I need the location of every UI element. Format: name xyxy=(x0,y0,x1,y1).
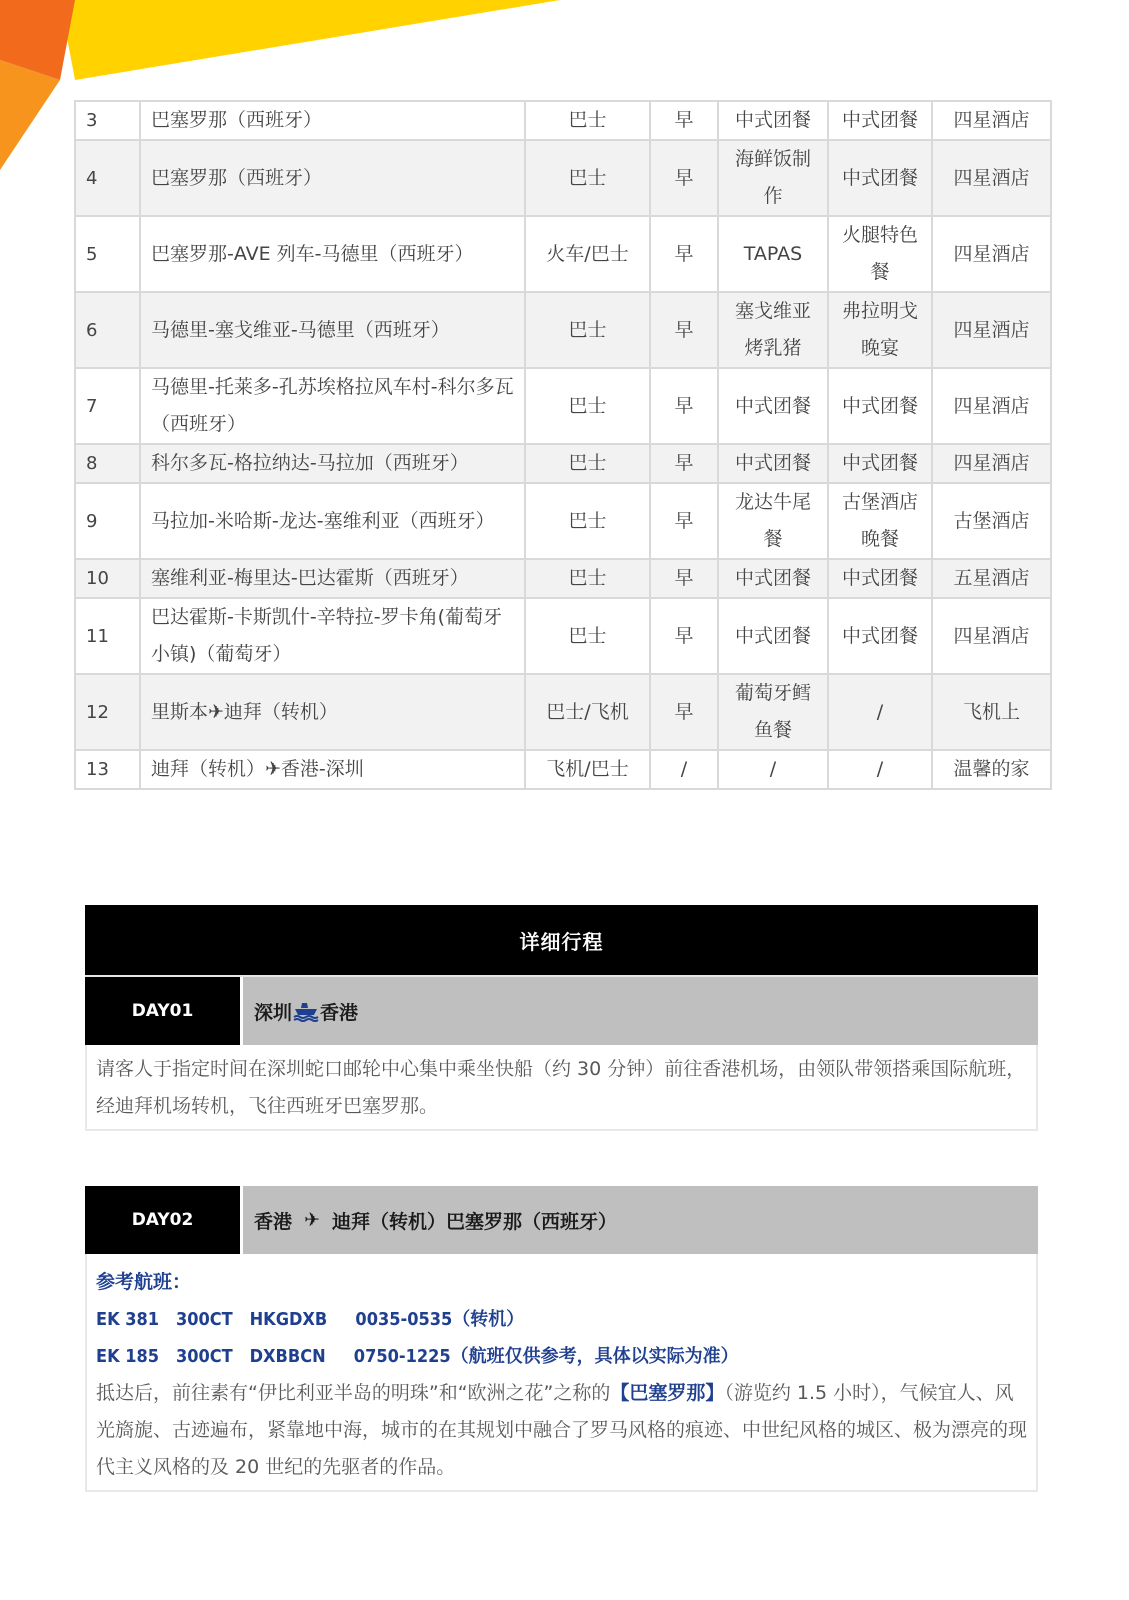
itinerary-summary-table xyxy=(74,100,1052,790)
cell-transport: 巴士 xyxy=(525,140,650,216)
body-text: （游览约 1.5 小时），气候宜人、风光旖旎、古迹遍布，紧靠地中海，城市的在其规划中融合了罗马风格的痕迹、中世纪风格的城区、极为漂亮的现代主义风格的及 20 世纪的先驱者的作品。 xyxy=(96,1382,1028,1478)
cell-day: 9 xyxy=(75,483,140,559)
table-row xyxy=(75,674,1051,750)
cell-route: 迪拜（转机）✈香港-深圳 xyxy=(140,750,525,789)
table-row xyxy=(75,483,1051,559)
cell-lunch: TAPAS xyxy=(718,216,828,292)
cell-transport: 火车/巴士 xyxy=(525,216,650,292)
cell-transport: 巴士 xyxy=(525,444,650,483)
cell-breakfast: 早 xyxy=(650,674,718,750)
cell-route: 巴塞罗那-AVE 列车-马德里（西班牙） xyxy=(140,216,525,292)
flight-line: EK 185 300CT DXBBCN 0750-1225（航班仅供参考，具体以实际为准） xyxy=(96,1346,739,1367)
cell-hotel: 四星酒店 xyxy=(932,216,1051,292)
cell-route: 里斯本✈迪拜（转机） xyxy=(140,674,525,750)
cell-route: 巴塞罗那（西班牙） xyxy=(140,101,525,140)
cell-dinner: 中式团餐 xyxy=(828,444,932,483)
cell-day: 8 xyxy=(75,444,140,483)
cell-transport: 巴士 xyxy=(525,368,650,444)
cell-lunch: 中式团餐 xyxy=(718,559,828,598)
cell-breakfast: 早 xyxy=(650,483,718,559)
cell-lunch: 葡萄牙鳕鱼餐 xyxy=(718,674,828,750)
flights-title: 参考航班： xyxy=(96,1271,192,1293)
day-description xyxy=(85,1254,1038,1492)
cell-dinner: 中式团餐 xyxy=(828,140,932,216)
cell-breakfast: 早 xyxy=(650,444,718,483)
cell-hotel: 五星酒店 xyxy=(932,559,1051,598)
table-row xyxy=(75,598,1051,674)
detail-section-day01 xyxy=(85,905,1038,1131)
cell-transport: 巴士 xyxy=(525,559,650,598)
cell-day: 12 xyxy=(75,674,140,750)
cell-lunch: 中式团餐 xyxy=(718,598,828,674)
day-label: DAY02 xyxy=(85,1186,240,1254)
cell-lunch: 塞戈维亚烤乳猪 xyxy=(718,292,828,368)
cell-day: 3 xyxy=(75,101,140,140)
day-row xyxy=(85,975,1038,1045)
cell-dinner: / xyxy=(828,750,932,789)
cell-breakfast: 早 xyxy=(650,101,718,140)
day-row xyxy=(85,1186,1038,1254)
cell-transport: 巴士 xyxy=(525,483,650,559)
day-route xyxy=(243,1186,1038,1254)
cell-route: 马德里-托莱多-孔苏埃格拉风车村-科尔多瓦（西班牙） xyxy=(140,368,525,444)
table-row xyxy=(75,559,1051,598)
cell-dinner: 古堡酒店晚餐 xyxy=(828,483,932,559)
cell-breakfast: 早 xyxy=(650,216,718,292)
cell-lunch: 中式团餐 xyxy=(718,101,828,140)
cell-breakfast: 早 xyxy=(650,368,718,444)
day-description: 请客人于指定时间在深圳蛇口邮轮中心集中乘坐快船（约 30 分钟）前往香港机场，由领队带领搭乘国际航班，经迪拜机场转机，飞往西班牙巴塞罗那。 xyxy=(85,1045,1038,1131)
cell-day: 11 xyxy=(75,598,140,674)
body-text: 抵达后，前往素有“伊比利亚半岛的明珠”和“欧洲之花”之称的 xyxy=(96,1382,611,1404)
cell-day: 6 xyxy=(75,292,140,368)
table-row xyxy=(75,292,1051,368)
table-row xyxy=(75,750,1051,789)
cell-route: 巴达霍斯-卡斯凯什-辛特拉-罗卡角(葡萄牙小镇)（葡萄牙） xyxy=(140,598,525,674)
route-from: 深圳 xyxy=(254,1001,293,1024)
cell-hotel: 四星酒店 xyxy=(932,598,1051,674)
table-row xyxy=(75,444,1051,483)
cell-transport: 巴士 xyxy=(525,598,650,674)
cell-route: 马拉加-米哈斯-龙达-塞维利亚（西班牙） xyxy=(140,483,525,559)
cell-day: 13 xyxy=(75,750,140,789)
cell-dinner: 火腿特色餐 xyxy=(828,216,932,292)
cell-transport: 巴士/飞机 xyxy=(525,674,650,750)
ship-icon xyxy=(293,1000,319,1022)
detail-section-day02 xyxy=(85,1186,1038,1492)
cell-lunch: / xyxy=(718,750,828,789)
cell-dinner: 中式团餐 xyxy=(828,559,932,598)
plane-icon: ✈ xyxy=(304,1209,320,1231)
cell-hotel: 四星酒店 xyxy=(932,444,1051,483)
cell-dinner: 中式团餐 xyxy=(828,101,932,140)
cell-breakfast: 早 xyxy=(650,598,718,674)
detail-header: 详细行程 xyxy=(85,905,1038,975)
route-to: 香港 xyxy=(320,1001,359,1024)
cell-dinner: 中式团餐 xyxy=(828,598,932,674)
cell-lunch: 龙达牛尾餐 xyxy=(718,483,828,559)
cell-hotel: 飞机上 xyxy=(932,674,1051,750)
cell-route: 马德里-塞戈维亚-马德里（西班牙） xyxy=(140,292,525,368)
highlight-barcelona: 【巴塞罗那】 xyxy=(610,1382,725,1404)
cell-breakfast: 早 xyxy=(650,292,718,368)
cell-transport: 巴士 xyxy=(525,101,650,140)
cell-day: 7 xyxy=(75,368,140,444)
table-row xyxy=(75,368,1051,444)
table-row xyxy=(75,140,1051,216)
cell-route: 科尔多瓦-格拉纳达-马拉加（西班牙） xyxy=(140,444,525,483)
cell-transport: 巴士 xyxy=(525,292,650,368)
cell-hotel: 温馨的家 xyxy=(932,750,1051,789)
cell-lunch: 海鲜饭制作 xyxy=(718,140,828,216)
day-body-text xyxy=(96,1375,1027,1486)
cell-breakfast: 早 xyxy=(650,140,718,216)
cell-breakfast: 早 xyxy=(650,559,718,598)
cell-breakfast: / xyxy=(650,750,718,789)
day-route xyxy=(243,977,1038,1045)
cell-dinner: / xyxy=(828,674,932,750)
cell-day: 4 xyxy=(75,140,140,216)
table-row xyxy=(75,216,1051,292)
cell-hotel: 四星酒店 xyxy=(932,140,1051,216)
cell-hotel: 四星酒店 xyxy=(932,101,1051,140)
day-label: DAY01 xyxy=(85,977,240,1045)
cell-lunch: 中式团餐 xyxy=(718,368,828,444)
flight-line: EK 381 300CT HKGDXB 0035-0535（转机） xyxy=(96,1309,525,1330)
cell-dinner: 中式团餐 xyxy=(828,368,932,444)
table-row xyxy=(75,101,1051,140)
cell-lunch: 中式团餐 xyxy=(718,444,828,483)
cell-day: 5 xyxy=(75,216,140,292)
cell-dinner: 弗拉明戈晚宴 xyxy=(828,292,932,368)
cell-hotel: 古堡酒店 xyxy=(932,483,1051,559)
cell-day: 10 xyxy=(75,559,140,598)
cell-hotel: 四星酒店 xyxy=(932,368,1051,444)
cell-transport: 飞机/巴士 xyxy=(525,750,650,789)
cell-route: 塞维利亚-梅里达-巴达霍斯（西班牙） xyxy=(140,559,525,598)
route-from: 香港 xyxy=(254,1210,293,1233)
cell-hotel: 四星酒店 xyxy=(932,292,1051,368)
cell-route: 巴塞罗那（西班牙） xyxy=(140,140,525,216)
route-to: 迪拜（转机）巴塞罗那（西班牙） xyxy=(331,1210,617,1233)
